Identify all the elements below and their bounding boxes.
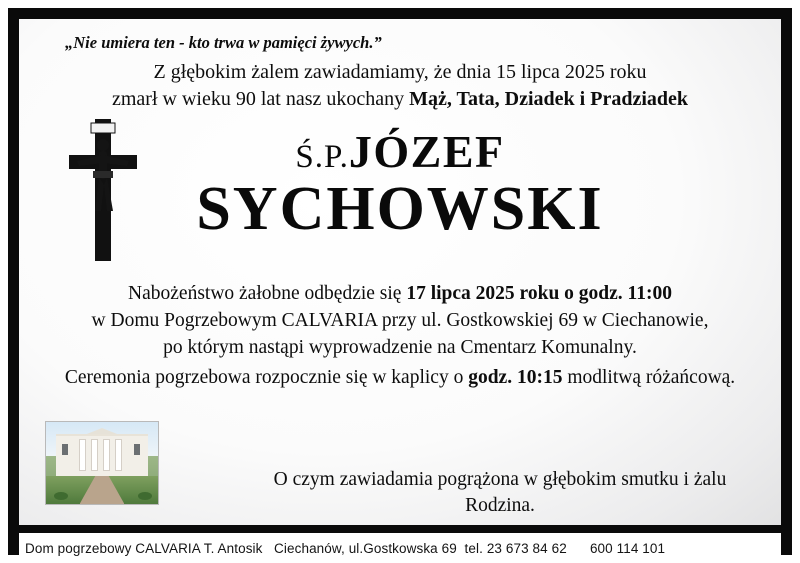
intro-line-1: Z głębokim żalem zawiadamiamy, że dnia 15 lipca 2025 roku — [153, 61, 647, 83]
motto-quote: „Nie umiera ten - kto trwa w pamięci żywych.” — [65, 33, 382, 52]
photo-bush — [138, 492, 152, 500]
family-signature — [219, 467, 781, 520]
photo-bush — [54, 492, 68, 500]
service-details — [19, 281, 781, 362]
intro-line-2 — [19, 86, 781, 113]
photo-window — [134, 444, 140, 455]
ceremony-prefix: Ceremonia pogrzebowa rozpocznie się w kaplicy o — [64, 367, 469, 388]
ceremony-suffix: modlitwą różańcową. — [562, 367, 736, 388]
first-name: JÓZEF — [348, 126, 505, 177]
surname: SYCHOWSKI — [196, 175, 604, 243]
photo-column — [116, 440, 121, 470]
photo-column — [104, 440, 109, 470]
funeral-home-photo — [45, 421, 159, 505]
footer-contact-text: Dom pogrzebowy CALVARIA T. Antosik Ciechanów, ul.Gostkowska 69 tel. 23 673 84 62 600 114 101 — [25, 540, 666, 556]
photo-column — [92, 440, 97, 470]
service-line-2: w Domu Pogrzebowym CALVARIA przy ul. Gostkowskiej 69 w Ciechanowie, — [91, 309, 709, 331]
ceremony-time: godz. 10:15 — [468, 367, 563, 388]
funeral-home-footer — [19, 533, 781, 563]
family-line-2: Rodzina. — [465, 495, 535, 517]
name-row — [19, 126, 781, 177]
notice-card — [19, 19, 781, 525]
intro-line-2-prefix: zmarł w wieku 90 lat nasz ukochany — [111, 88, 410, 110]
service-line-1 — [19, 281, 781, 308]
service-datetime: 17 lipca 2025 roku o godz. 11:00 — [406, 283, 672, 304]
photo-building — [56, 434, 148, 478]
ceremony-line — [19, 367, 781, 389]
deceased-name-block — [19, 126, 781, 243]
sp-label: Ś.P. — [295, 139, 349, 175]
family-line-1: O czym zawiadamia pogrążona w głębokim smutku i żalu — [273, 469, 727, 490]
relation-emphasis: Mąż, Tata, Dziadek i Pradziadek — [409, 88, 689, 110]
service-line-1-prefix: Nabożeństwo żałobne odbędzie się — [128, 283, 407, 304]
photo-column — [80, 440, 85, 470]
service-line-3: po którym nastąpi wyprowadzenie na Cmentarz Komunalny. — [163, 336, 637, 358]
intro-paragraph — [19, 59, 781, 113]
photo-window — [62, 444, 68, 455]
